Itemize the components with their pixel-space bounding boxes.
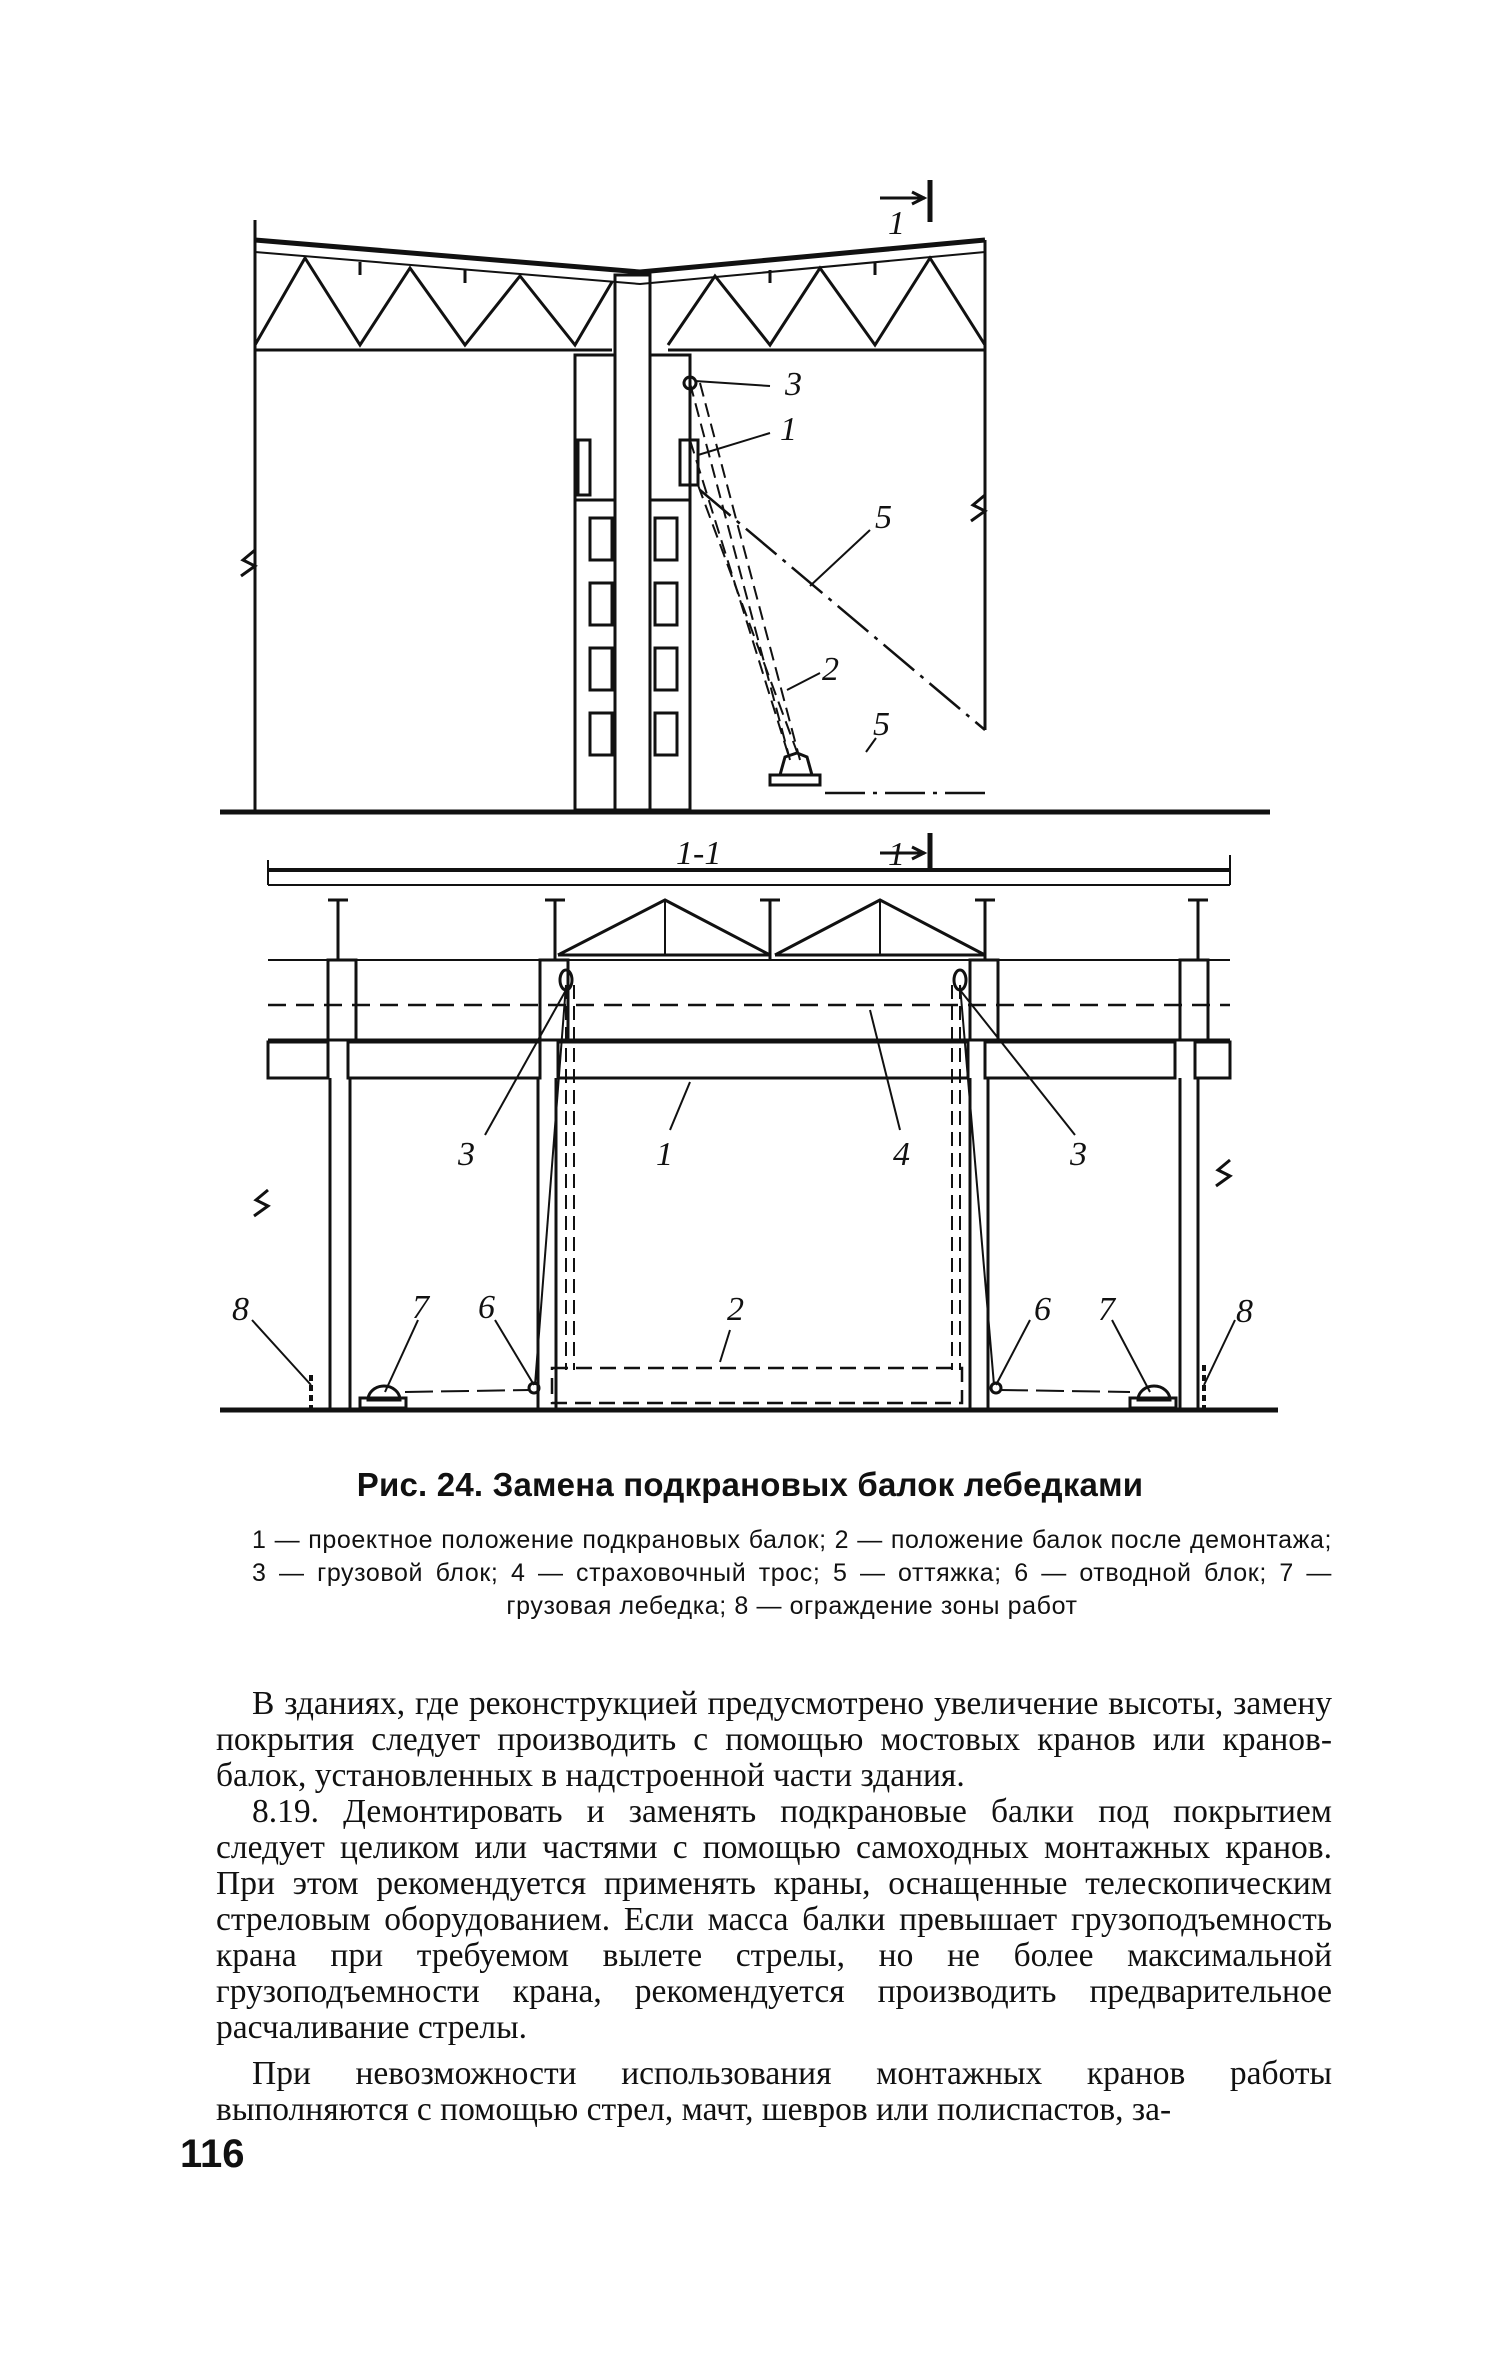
- callout-bottom-1: 1: [656, 1136, 673, 1173]
- body-text: [216, 1686, 1332, 2128]
- callout-bottom-6-right: 6: [1034, 1291, 1051, 1328]
- callout-bottom-7-right: 7: [1098, 1291, 1115, 1328]
- callout-bottom-8-right: 8: [1236, 1293, 1253, 1330]
- section-mark-top: 1: [888, 205, 905, 242]
- section-view: [220, 833, 1278, 1410]
- figure-caption-legend: 1 — проектное положение подкрановых балок; 2 — положение балок после демонтажа; 3 — грузовой блок; 4 — страховочный трос; 5 — оттяжка; 6 — отводной блок; 7 — грузовая лебедка; 8 — ограждение зоны работ: [252, 1526, 1332, 1620]
- callout-top-2: 2: [822, 651, 839, 688]
- paragraph-1: В зданиях, где реконструкцией предусмотрено увеличение высоты, замену покрытия следует производить с помощью мостовых кранов или кранов-балок, установленных в надстроенной части здания.: [216, 1685, 1332, 1794]
- elevation-view: [220, 180, 1270, 812]
- callout-bottom-8-left: 8: [232, 1291, 249, 1328]
- callout-top-3: 3: [785, 366, 802, 403]
- callout-bottom-4: 4: [893, 1136, 910, 1173]
- callout-bottom-2: 2: [727, 1291, 744, 1328]
- callout-top-5b: 5: [873, 706, 890, 743]
- section-label: 1-1: [676, 835, 722, 872]
- callout-bottom-7-left: 7: [412, 1289, 429, 1326]
- callout-bottom-3-right: 3: [1070, 1136, 1087, 1173]
- callout-bottom-6-left: 6: [478, 1289, 495, 1326]
- paragraph-2: 8.19. Демонтировать и заменять подкрановые балки под покрытием следует целиком или частями с помощью самоходных монтажных кранов. При этом рекомендуется применять краны, оснащенные телескопическим стреловым оборудованием. Если масса балки превышает грузоподъемность крана при требуемом вылете стрелы, но не более максимальной грузоподъемности крана, рекомендуется производить предварительное расчаливание стрелы.: [216, 1793, 1332, 2046]
- callout-bottom-3-left: 3: [458, 1136, 475, 1173]
- figure-caption-title: Рис. 24. Замена подкрановых балок лебедками: [356, 1466, 1144, 1503]
- paragraph-3: При невозможности использования монтажных кранов работы выполняются с помощью стрел, мачт, шевров или полиспастов, за-: [216, 2055, 1332, 2128]
- section-mark-bottom: 1: [888, 836, 905, 873]
- callout-top-5a: 5: [875, 499, 892, 536]
- page-number: 116: [180, 2132, 245, 2176]
- callout-top-1: 1: [780, 411, 797, 448]
